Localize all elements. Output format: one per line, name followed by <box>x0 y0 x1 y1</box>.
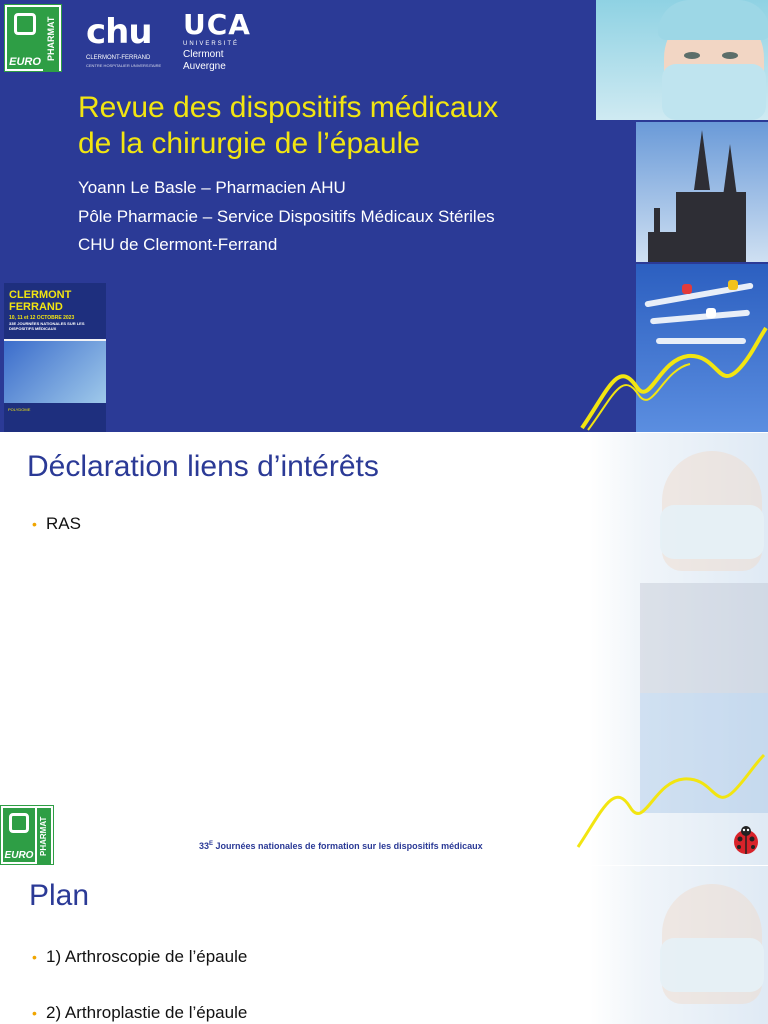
footer-text: Journées nationales de formation sur les dispositifs médicaux <box>213 841 483 851</box>
europharmat-logo <box>4 4 62 72</box>
disclosure-slide <box>0 433 768 865</box>
europharmat-logo-text: PHARMAT <box>43 7 59 71</box>
footer-superscript: E <box>209 841 214 847</box>
europharmat-logo-euro: EURO <box>4 850 34 861</box>
title-line-2: de la chirurgie de l’épaule <box>78 127 420 160</box>
bullet-dot-icon: • <box>32 516 37 532</box>
poster-venue: POLYDOME <box>4 403 106 432</box>
bullet-item <box>32 513 81 535</box>
poster-city-2: FERRAND <box>9 301 63 313</box>
chu-logo-city: CLERMONT-FERRAND <box>86 55 151 61</box>
poster-dates: 10, 11 et 12 OCTOBRE 2023 <box>9 315 75 321</box>
chu-logo <box>86 12 162 76</box>
slide-heading: Déclaration liens d’intérêts <box>27 450 379 483</box>
title-slide <box>0 0 768 432</box>
title-line-1: Revue des dispositifs médicaux <box>78 91 499 124</box>
pharmacy-cross-icon <box>9 813 29 833</box>
hospital-line: CHU de Clermont-Ferrand <box>78 235 278 254</box>
europharmat-logo <box>0 805 54 865</box>
europharmat-logo-euro: EURO <box>7 55 43 69</box>
cathedral-photo <box>636 122 768 262</box>
surgeon-photo <box>596 0 768 120</box>
faded-background-image <box>590 866 768 1024</box>
surgical-mask-icon <box>662 64 766 120</box>
uca-logo-line2: Auvergne <box>183 61 226 72</box>
poster-event: 33E JOURNÉES NATIONALES SUR LES DISPOSITIFS MÉDICAUX <box>9 321 85 331</box>
footer-number: 33 <box>199 841 210 851</box>
chu-logo-tagline: CENTRE HOSPITALIER UNIVERSITAIRE <box>86 63 162 68</box>
chu-logo-mark: chu <box>86 12 152 52</box>
author-line: Yoann Le Basle – Pharmacien AHU <box>78 178 346 197</box>
uca-logo <box>183 10 253 78</box>
bullet-item <box>32 1002 248 1024</box>
yellow-swoosh-decoration <box>578 320 768 432</box>
poster-image-grid <box>4 341 106 403</box>
bullet-text: 1) Arthroscopie de l’épaule <box>46 947 248 966</box>
bullet-text: RAS <box>46 514 81 533</box>
bullet-text: 2) Arthroplastie de l’épaule <box>46 1003 248 1022</box>
uca-logo-mark: UCA <box>183 8 251 41</box>
event-poster-thumbnail <box>4 283 106 432</box>
uca-logo-line1: Clermont <box>183 49 224 60</box>
bullet-item <box>32 946 248 968</box>
bullet-dot-icon: • <box>32 949 37 965</box>
uca-logo-university: UNIVERSITÉ <box>183 41 240 47</box>
plan-slide <box>0 866 768 1024</box>
department-line: Pôle Pharmacie – Service Dispositifs Médicaux Stériles <box>78 207 495 226</box>
presentation-title <box>78 90 598 162</box>
poster-city-1: CLERMONT <box>9 289 72 301</box>
europharmat-logo-text: PHARMAT <box>37 808 51 864</box>
ladybug-icon <box>730 825 762 855</box>
slide-heading: Plan <box>29 879 90 912</box>
slide-footer <box>199 841 483 851</box>
pharmacy-cross-icon <box>14 13 36 35</box>
bullet-dot-icon: • <box>32 1005 37 1021</box>
